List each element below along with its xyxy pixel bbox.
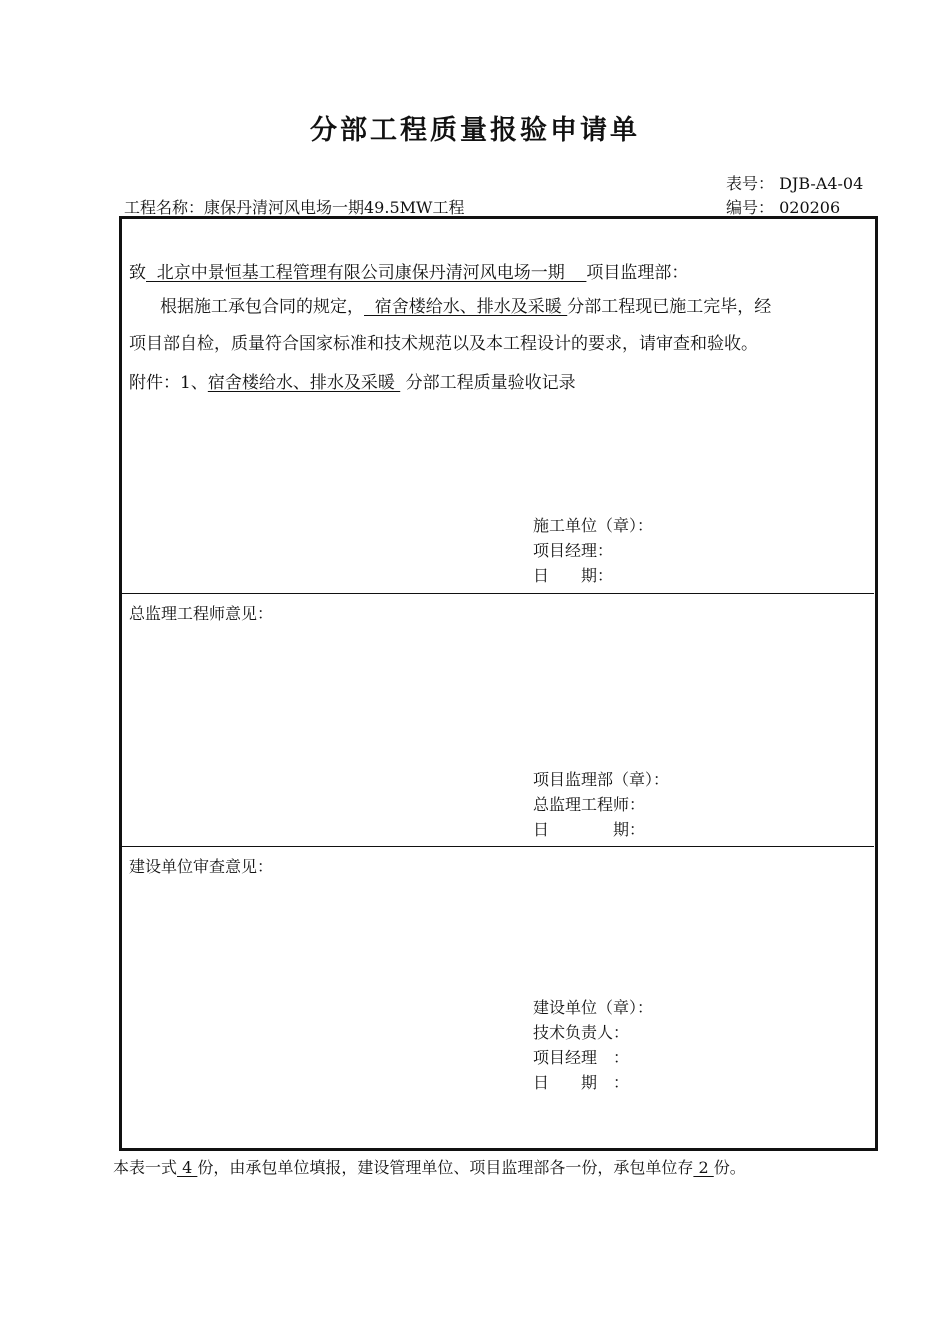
serial-number: 编号： 020206 xyxy=(726,198,841,217)
attachment-prefix: 附件：1、 xyxy=(129,373,208,393)
owner-seal-label: 建设单位（章）： xyxy=(533,998,654,1017)
date-label: 日 期： xyxy=(533,820,646,839)
attachment-suffix: 分部工程质量验收记录 xyxy=(400,373,576,393)
section-divider xyxy=(121,846,874,847)
statement-line-2: 项目部自检，质量符合国家标准和技术规范以及本工程设计的要求，请审查和验收。 xyxy=(129,334,758,354)
footer-suffix: 份。 xyxy=(713,1158,746,1177)
form-number: 表号： DJB-A4-04 xyxy=(726,174,864,193)
chief-supervisor-label: 总监理工程师： xyxy=(533,795,646,814)
chief-supervisor-opinion-heading: 总监理工程师意见： xyxy=(129,604,274,623)
project-manager-label: 项目经理 ： xyxy=(533,1048,630,1067)
project-manager-label: 项目经理： xyxy=(533,541,614,560)
subproject-name: 宿舍楼给水、排水及采暖 xyxy=(364,297,568,317)
form-frame xyxy=(119,216,878,1151)
project-name: 工程名称：康保丹清河风电场一期49.5MW工程 xyxy=(124,198,465,217)
to-prefix: 致 xyxy=(129,263,146,283)
statement-prefix: 根据施工承包合同的规定， xyxy=(160,297,364,317)
addressee-line xyxy=(129,258,688,283)
footer-note xyxy=(113,1155,746,1178)
attachment-subproject: 宿舍楼给水、排水及采暖 xyxy=(207,373,401,393)
to-suffix: 项目监理部： xyxy=(586,263,689,283)
supervision-dept-seal-label: 项目监理部（章）： xyxy=(533,770,670,789)
date-label: 日 期 ： xyxy=(533,1073,630,1092)
footer-prefix: 本表一式 xyxy=(113,1158,178,1177)
supervisor-org: 北京中景恒基工程管理有限公司康保丹清河风电场一期 xyxy=(146,263,587,283)
footer-middle: 份，由承包单位填报，建设管理单位、项目监理部各一份，承包单位存 xyxy=(197,1158,694,1177)
total-copies: 4 xyxy=(177,1158,198,1177)
section-divider xyxy=(121,593,874,594)
technical-lead-label: 技术负责人： xyxy=(533,1023,630,1042)
attachment-line xyxy=(129,368,576,393)
statement-line-1 xyxy=(160,292,771,317)
contractor-seal-label: 施工单位（章）： xyxy=(533,516,654,535)
kept-copies: 2 xyxy=(693,1158,714,1177)
page-title: 分部工程质量报验申请单 xyxy=(310,115,640,146)
date-label: 日 期： xyxy=(533,566,614,585)
owner-review-heading: 建设单位审查意见： xyxy=(129,857,274,876)
statement-suffix: 分部工程现已施工完毕，经 xyxy=(567,297,772,317)
